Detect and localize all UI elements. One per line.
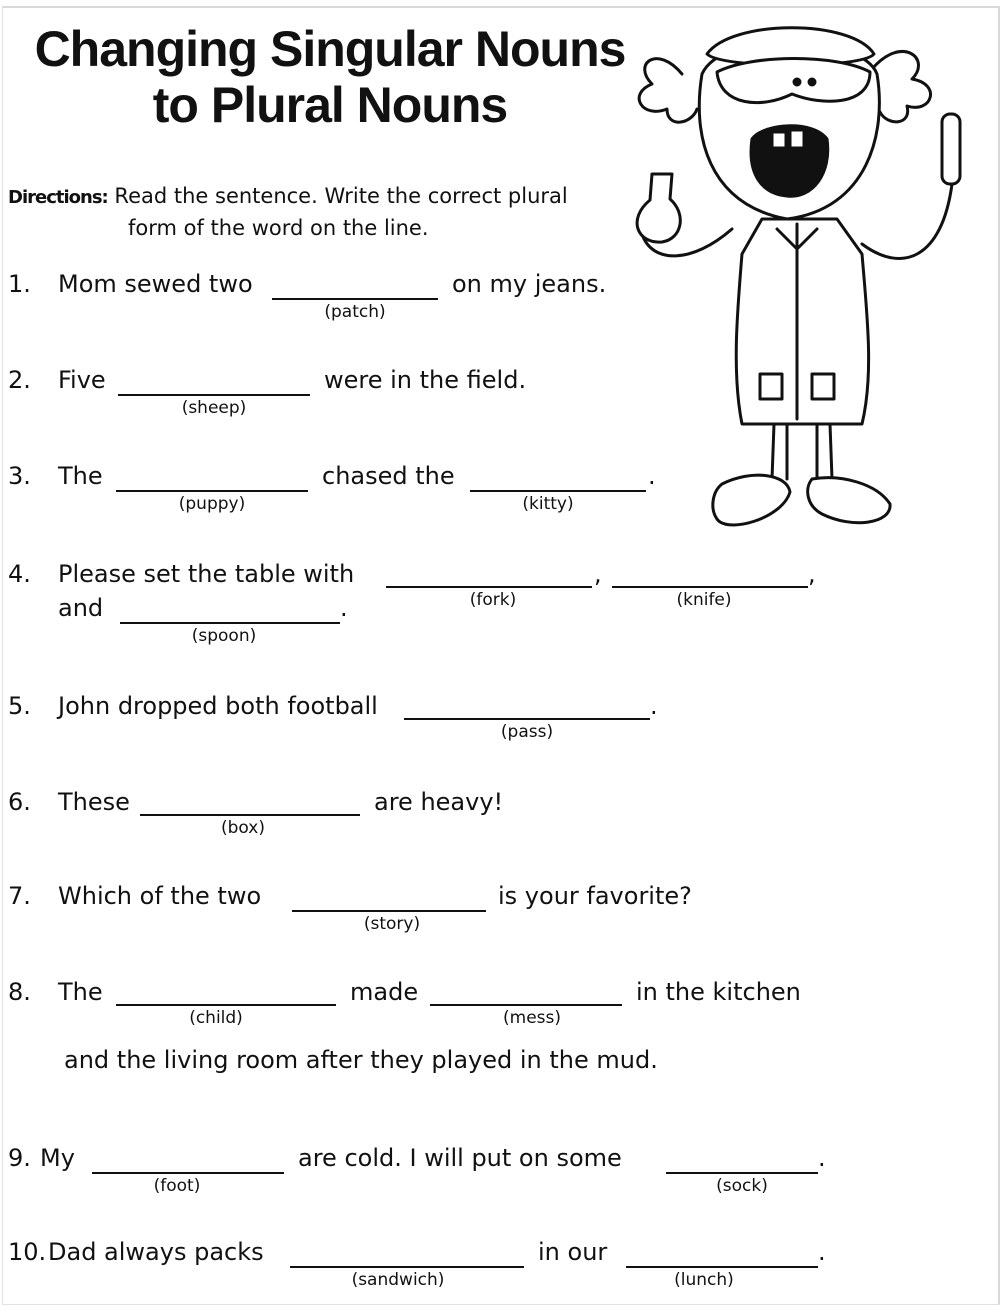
worksheet-title-line1: Changing Singular Nouns	[34, 21, 626, 77]
question-10-text-a: Dad always packs	[48, 1238, 264, 1266]
question-2-answer-blank[interactable]	[118, 394, 310, 396]
question-2-number: 2.	[8, 366, 31, 394]
question-9-hint-1: (foot)	[153, 1176, 201, 1196]
question-3-answer-blank-2[interactable]	[470, 490, 646, 492]
question-8-text-c: in the kitchen	[636, 978, 801, 1006]
question-10-answer-blank-1[interactable]	[290, 1266, 524, 1268]
directions-text-1: Read the sentence. Write the correct plural	[114, 184, 568, 208]
question-9-text-b: are cold. I will put on some	[298, 1144, 622, 1172]
question-1-text-b: on my jeans.	[452, 270, 607, 298]
question-8-number: 8.	[8, 978, 31, 1006]
question-9-text-c: .	[818, 1144, 826, 1172]
question-4-text-b: ,	[594, 560, 602, 588]
question-4-answer-blank-2[interactable]	[612, 586, 808, 588]
question-7-number: 7.	[8, 882, 31, 910]
question-6-text-b: are heavy!	[374, 788, 504, 816]
question-4-answer-blank-1[interactable]	[386, 586, 592, 588]
question-2-text-a: Five	[58, 366, 106, 394]
directions	[8, 180, 568, 240]
question-2-text-b: were in the field.	[324, 366, 527, 394]
question-1-number: 1.	[8, 270, 31, 298]
question-1-hint: (patch)	[324, 302, 386, 322]
question-7-text-b: is your favorite?	[498, 882, 692, 910]
question-10-number: 10.	[8, 1238, 47, 1266]
question-4-text-c: ,	[808, 560, 816, 588]
question-6-number: 6.	[8, 788, 31, 816]
question-4-hint-3: (spoon)	[191, 626, 257, 646]
question-1-text-a: Mom sewed two	[58, 270, 253, 298]
question-4-text-d: and	[58, 594, 104, 622]
question-10-text-c: .	[818, 1238, 826, 1266]
question-3-answer-blank-1[interactable]	[116, 490, 308, 492]
question-6-hint: (box)	[221, 818, 265, 838]
question-10-hint-1: (sandwich)	[351, 1270, 445, 1290]
question-4-hint-2: (knife)	[676, 590, 732, 610]
question-5-text-a: John dropped both football	[58, 692, 378, 720]
question-3-text-c: .	[648, 462, 656, 490]
question-8-text-a: The	[58, 978, 103, 1006]
question-5-hint: (pass)	[500, 722, 554, 742]
question-5-text-b: .	[650, 692, 658, 720]
directions-label: Directions:	[8, 187, 108, 208]
question-3-text-a: The	[58, 462, 103, 490]
question-5-number: 5.	[8, 692, 31, 720]
question-5-answer-blank[interactable]	[404, 718, 650, 720]
question-9-hint-2: (sock)	[716, 1176, 768, 1196]
question-8-hint-2: (mess)	[503, 1008, 561, 1028]
question-8-hint-1: (child)	[189, 1008, 243, 1028]
worksheet-title-line2: to Plural Nouns	[152, 77, 508, 133]
question-10-hint-2: (lunch)	[674, 1270, 734, 1290]
scientist-girl-illustration	[612, 14, 1000, 539]
directions-text-2: form of the word on the line.	[128, 216, 429, 240]
question-8-answer-blank-1[interactable]	[116, 1004, 336, 1006]
question-9-number: 9.	[8, 1144, 31, 1172]
question-8-text-d: and the living room after they played in the mud.	[64, 1046, 658, 1074]
question-4-hint-1: (fork)	[469, 590, 517, 610]
question-7-answer-blank[interactable]	[292, 910, 486, 912]
question-4-text-a: Please set the table with	[58, 560, 355, 588]
question-3-hint-1: (puppy)	[178, 494, 246, 514]
question-8-answer-blank-2[interactable]	[430, 1004, 622, 1006]
question-4-number: 4.	[8, 560, 31, 588]
question-1-answer-blank[interactable]	[272, 298, 438, 300]
question-10-answer-blank-2[interactable]	[626, 1266, 818, 1268]
question-3-text-b: chased the	[322, 462, 455, 490]
question-7-text-a: Which of the two	[58, 882, 262, 910]
question-6-text-a: These	[58, 788, 130, 816]
question-7-hint: (story)	[363, 914, 421, 934]
question-6-answer-blank[interactable]	[140, 814, 360, 816]
question-2-hint: (sheep)	[181, 398, 247, 418]
question-9-answer-blank-1[interactable]	[92, 1172, 284, 1174]
question-4-answer-blank-3[interactable]	[120, 622, 340, 624]
question-3-number: 3.	[8, 462, 31, 490]
question-9-text-a: My	[40, 1144, 75, 1172]
question-9-answer-blank-2[interactable]	[666, 1172, 818, 1174]
question-10-text-b: in our	[538, 1238, 608, 1266]
question-3-hint-2: (kitty)	[522, 494, 574, 514]
question-8-text-b: made	[350, 978, 419, 1006]
question-4-text-e: .	[340, 594, 348, 622]
